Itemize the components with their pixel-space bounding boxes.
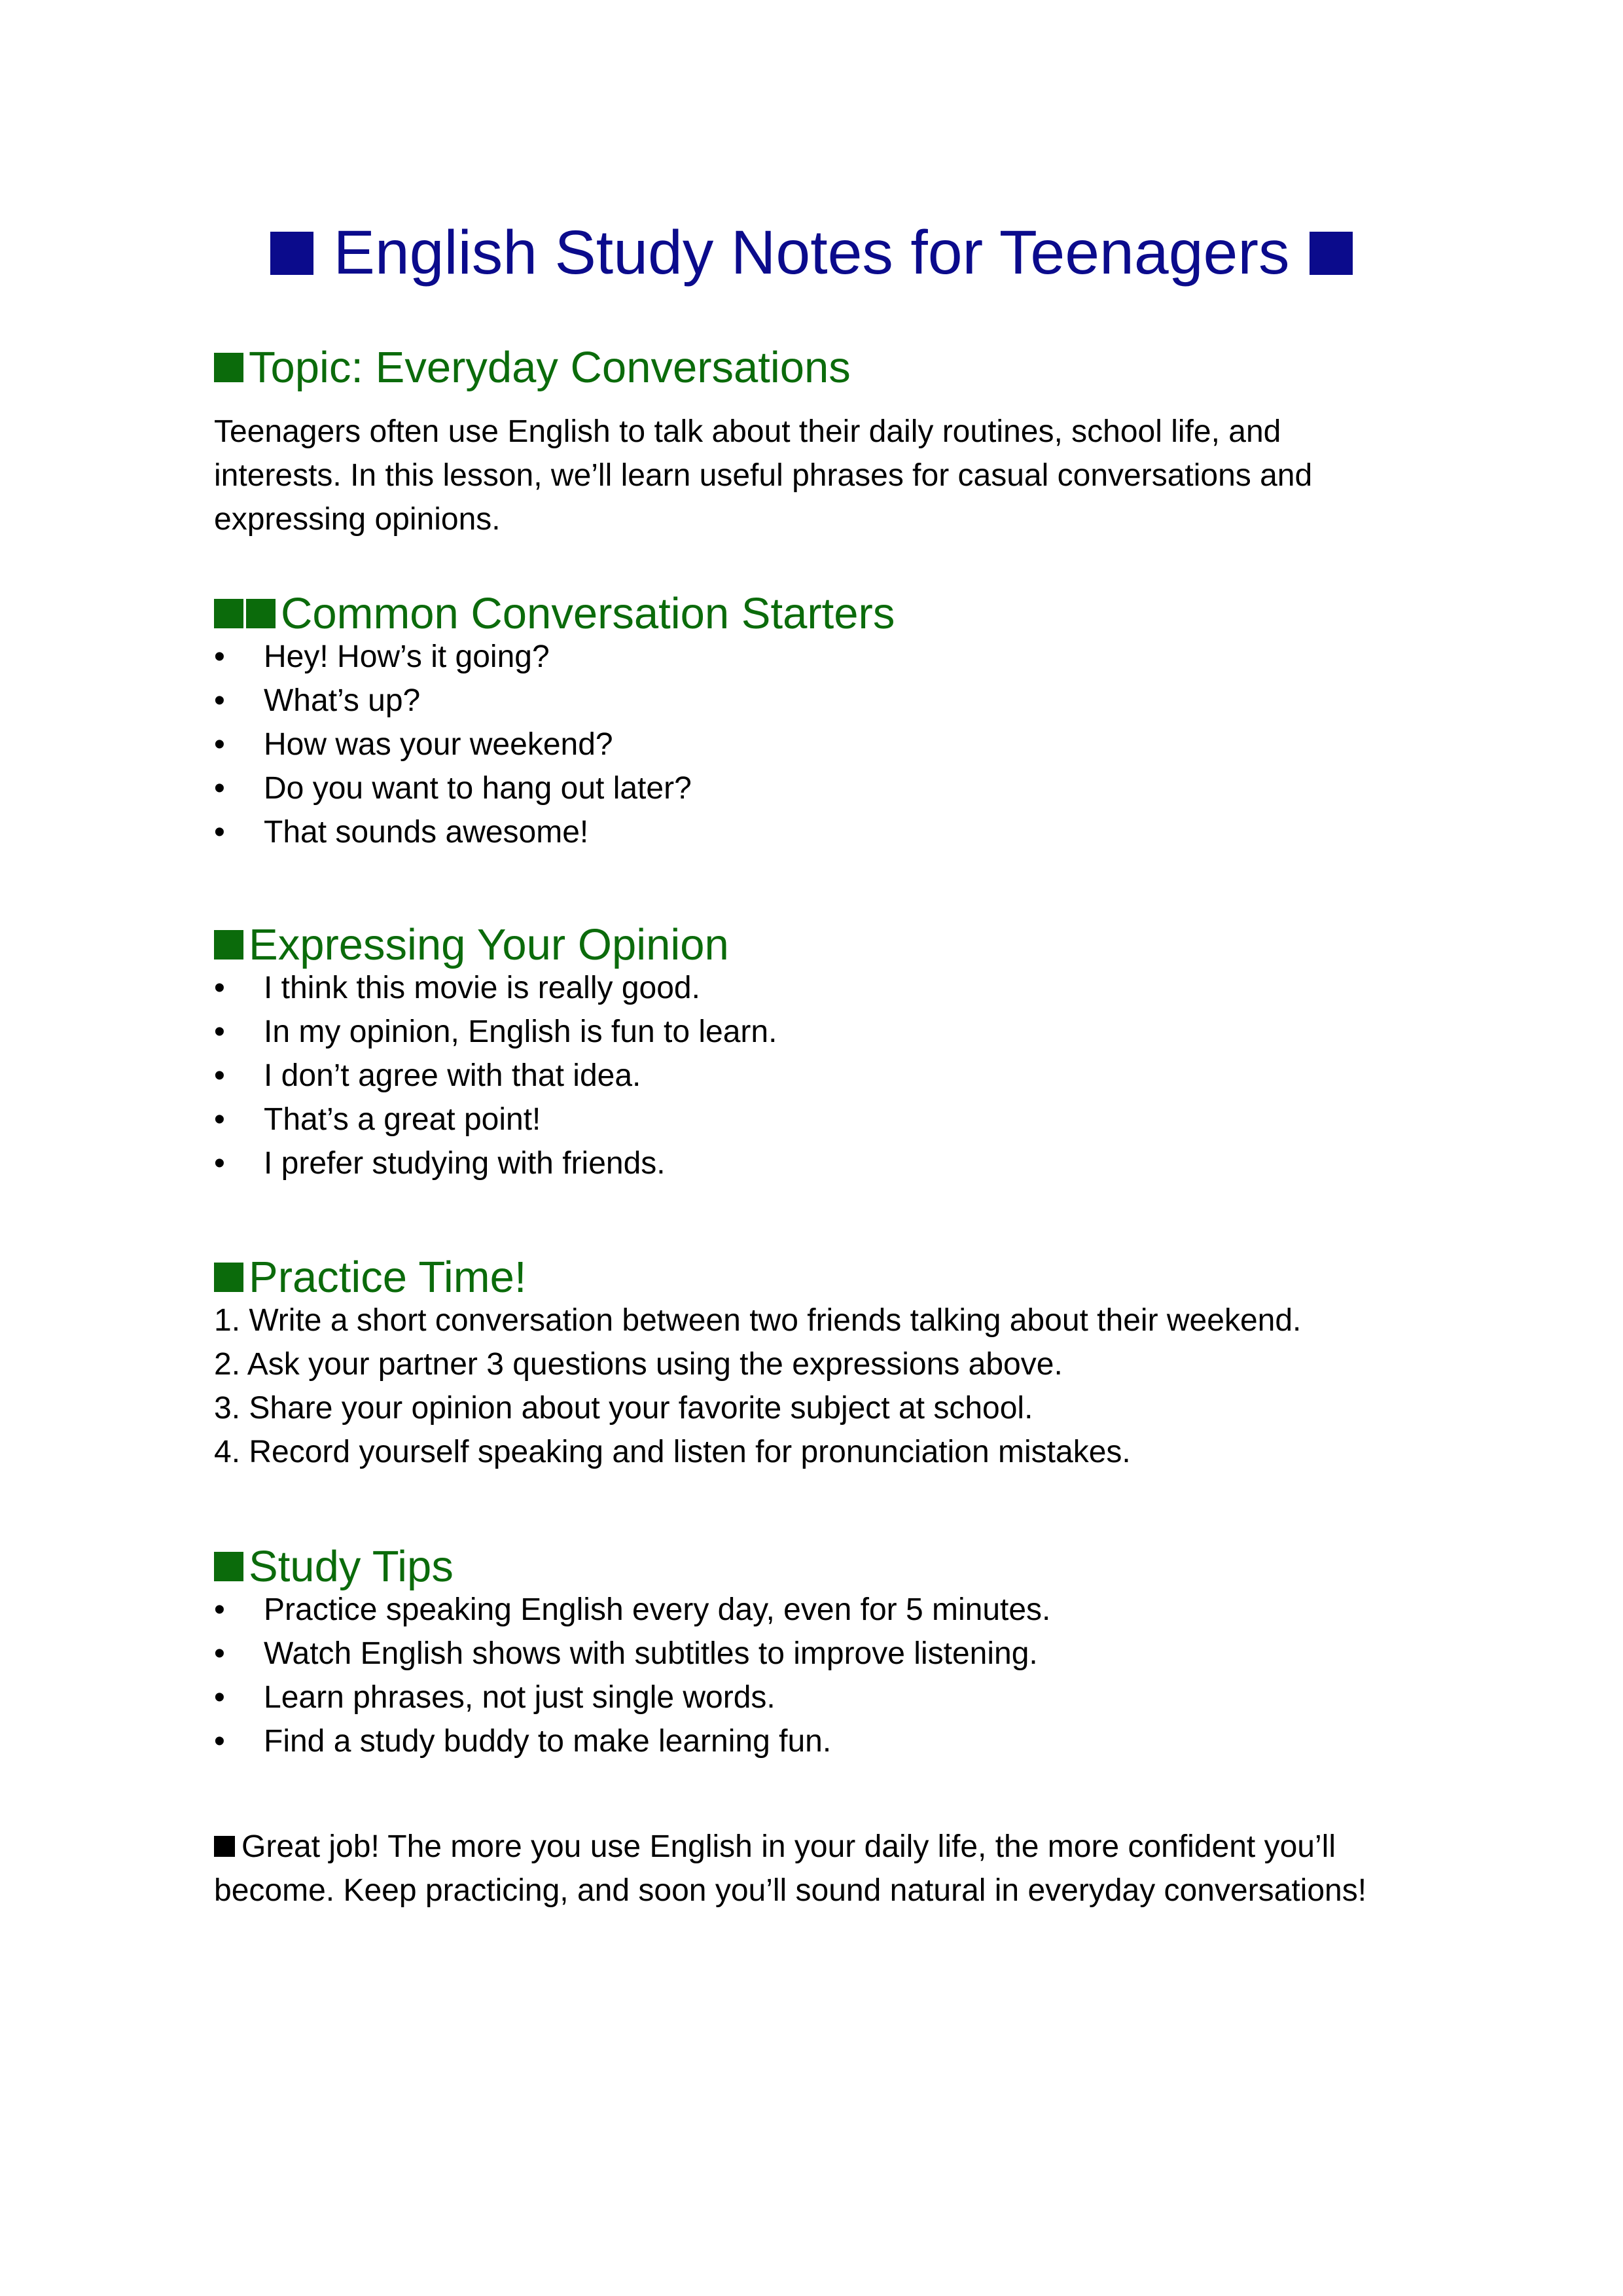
opinion-list [214, 966, 1457, 1185]
list-item [214, 1054, 1457, 1098]
list-item [214, 766, 1457, 810]
topic-heading [214, 340, 1457, 395]
list-item-text: Watch English shows with subtitles to improve listening. [264, 1636, 1038, 1671]
list-item [214, 1098, 1457, 1141]
bullet-icon: • [214, 727, 225, 762]
list-item [214, 723, 1457, 766]
bullet-icon: • [214, 1102, 225, 1137]
opinion-heading [214, 918, 1457, 973]
square-icon [246, 599, 276, 628]
closing-text: Great job! The more you use English in your daily life, the more confident you’ll become. Keep practicing, and soon you’ll sound natural in everyday conversations! [214, 1829, 1367, 1908]
list-item [214, 1010, 1457, 1054]
bullet-icon: • [214, 1724, 225, 1759]
bullet-icon: • [214, 1636, 225, 1671]
bullet-icon: • [214, 1058, 225, 1093]
page-title [0, 213, 1623, 292]
list-item [214, 810, 1457, 854]
practice-heading [214, 1250, 1457, 1305]
square-icon [214, 1263, 243, 1292]
bullet-icon: • [214, 1014, 225, 1049]
bullet-icon: • [214, 971, 225, 1005]
list-item: 3. Share your opinion about your favorite subject at school. [214, 1391, 1033, 1426]
starters-section [214, 586, 1457, 854]
bullet-icon: • [214, 771, 225, 806]
list-item [214, 635, 1457, 679]
topic-paragraph: Teenagers often use English to talk about their daily routines, school life, and interests. In this lesson, we’ll learn useful phrases for casual conversations and expressing opinions. [214, 414, 1313, 537]
list-item-text: Hey! How’s it going? [264, 639, 550, 674]
list-item-text: I think this movie is really good. [264, 971, 700, 1005]
list-item-text: I prefer studying with friends. [264, 1146, 666, 1181]
list-item-text: In my opinion, English is fun to learn. [264, 1014, 777, 1049]
closing-section [214, 1825, 1457, 1912]
list-item-text: That’s a great point! [264, 1102, 541, 1137]
list-item: 2. Ask your partner 3 questions using the expressions above. [214, 1347, 1063, 1382]
list-item-text: How was your weekend? [264, 727, 613, 762]
square-icon [214, 599, 243, 628]
list-item: 4. Record yourself speaking and listen for pronunciation mistakes. [214, 1435, 1131, 1469]
closing-paragraph [214, 1825, 1457, 1912]
list-item-text: I don’t agree with that idea. [264, 1058, 641, 1093]
tips-heading [214, 1539, 1457, 1594]
list-item: 1. Write a short conversation between two friends talking about their weekend. [214, 1303, 1302, 1338]
tips-list [214, 1588, 1457, 1763]
list-item-text: Find a study buddy to make learning fun. [264, 1724, 832, 1759]
topic-section [214, 340, 1457, 541]
topic-heading-text: Topic: Everyday Conversations [249, 343, 851, 392]
square-icon [1310, 232, 1353, 275]
practice-list [214, 1299, 1457, 1474]
list-item [214, 1588, 1457, 1632]
list-item-text: Do you want to hang out later? [264, 771, 692, 806]
list-item-text: Practice speaking English every day, even for 5 minutes. [264, 1592, 1051, 1627]
bullet-icon: • [214, 815, 225, 850]
square-icon [214, 1836, 235, 1857]
square-icon [214, 1552, 243, 1581]
tips-section [214, 1539, 1457, 1763]
bullet-icon: • [214, 1592, 225, 1627]
page-title-text: English Study Notes for Teenagers [333, 218, 1290, 287]
square-icon [270, 232, 313, 275]
list-item-text: That sounds awesome! [264, 815, 589, 850]
bullet-icon: • [214, 1146, 225, 1181]
starters-heading [214, 586, 1457, 641]
bullet-icon: • [214, 683, 225, 718]
list-item [214, 1141, 1457, 1185]
bullet-icon: • [214, 1680, 225, 1715]
practice-heading-text: Practice Time! [249, 1253, 527, 1302]
list-item-text: Learn phrases, not just single words. [264, 1680, 776, 1715]
list-item [214, 679, 1457, 723]
square-icon [214, 353, 243, 382]
bullet-icon: • [214, 639, 225, 674]
square-icon [214, 930, 243, 960]
list-item-text: What’s up? [264, 683, 421, 718]
opinion-section [214, 918, 1457, 1185]
starters-list [214, 635, 1457, 854]
list-item [214, 966, 1457, 1010]
list-item [214, 1719, 1457, 1763]
practice-section [214, 1250, 1457, 1474]
tips-heading-text: Study Tips [249, 1542, 454, 1591]
opinion-heading-text: Expressing Your Opinion [249, 920, 729, 969]
starters-heading-text: Common Conversation Starters [281, 589, 895, 638]
list-item [214, 1632, 1457, 1676]
list-item [214, 1676, 1457, 1719]
